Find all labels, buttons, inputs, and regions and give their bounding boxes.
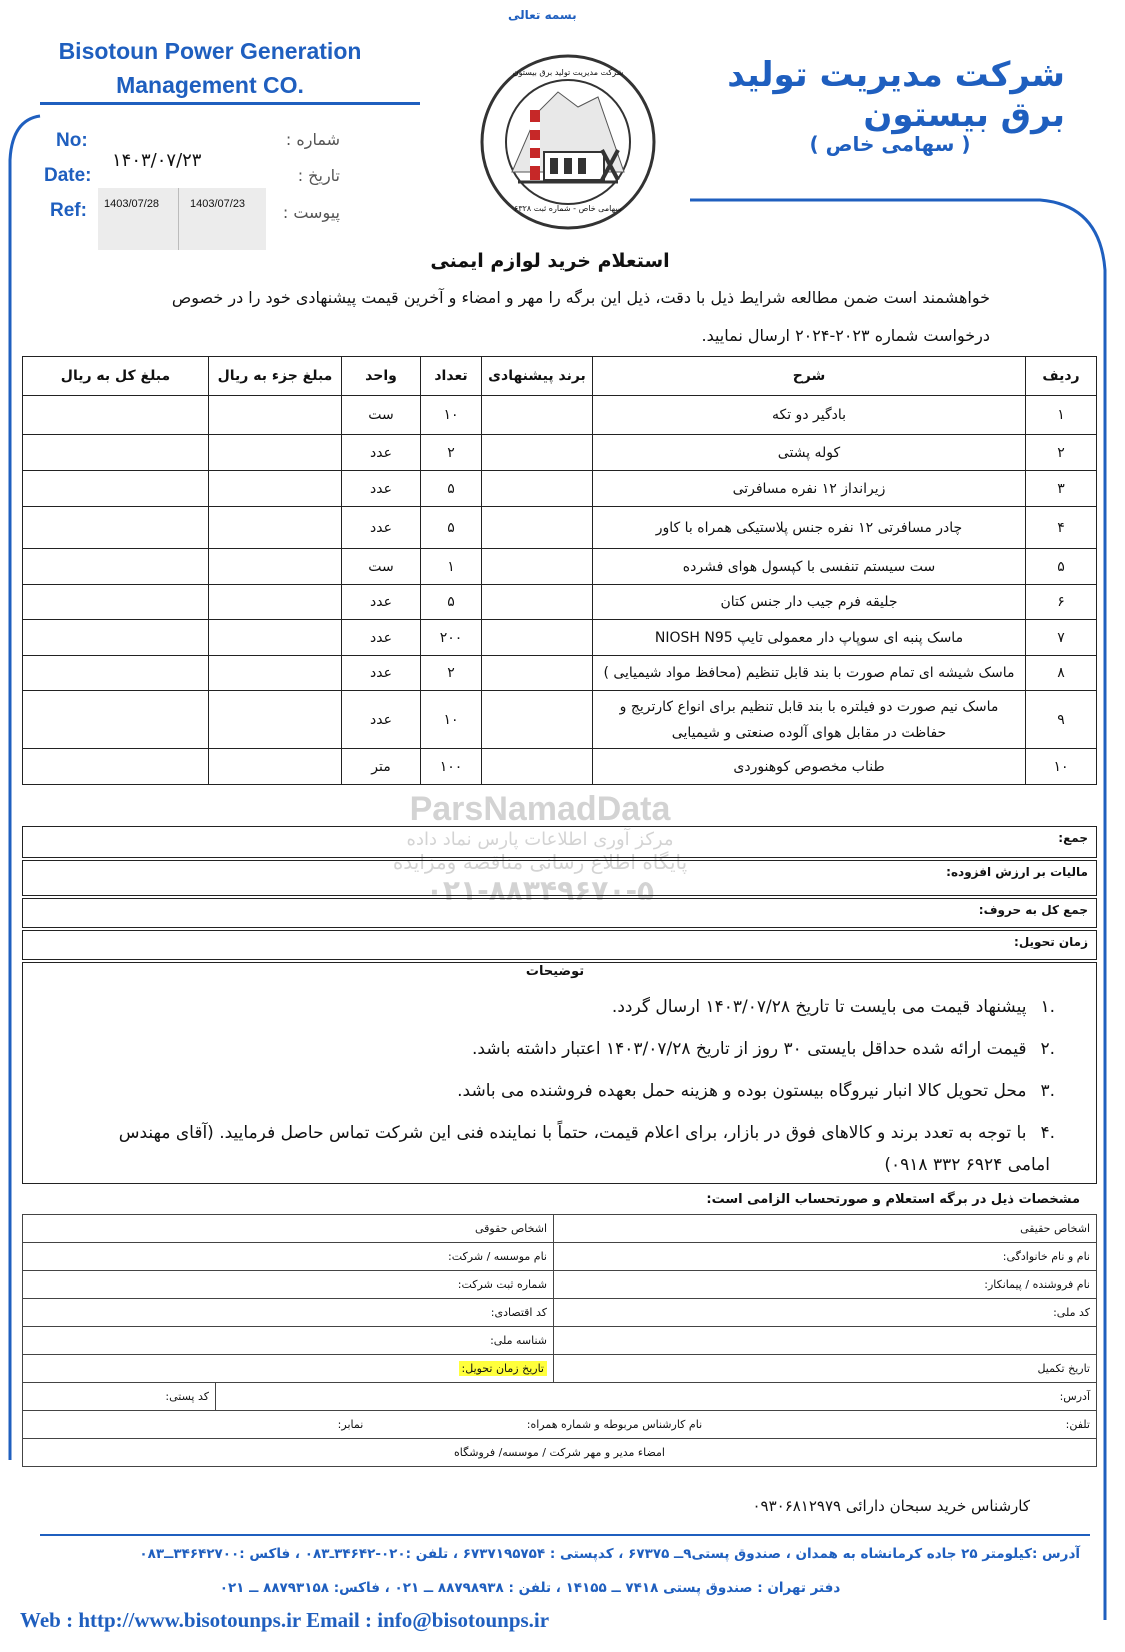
- row-unit-price: [209, 620, 342, 656]
- table-row: [23, 620, 1097, 656]
- company-en-line2: Management CO.: [116, 72, 304, 98]
- row-description: کوله پشتی: [593, 435, 1026, 471]
- row-unit-price: [209, 507, 342, 549]
- row-brand: [482, 656, 593, 691]
- row-unit: عدد: [342, 471, 421, 507]
- table-row: [23, 435, 1097, 471]
- note-text: محل تحویل کالا انبار نیروگاه بیستون بوده و هزینه حمل بعهده فروشنده می باشد.: [457, 1081, 1027, 1101]
- row-total-price: [23, 749, 209, 785]
- row-number: ۴: [1026, 507, 1097, 549]
- note-text: قیمت ارائه شده حداقل بایستی ۳۰ روز از تاریخ ۱۴۰۳/۰۷/۲۸ اعتبار داشته باشد.: [472, 1039, 1027, 1059]
- row-total-price: [23, 620, 209, 656]
- row-unit-price: [209, 749, 342, 785]
- notes-box: [22, 962, 1097, 1184]
- row-total-price: [23, 396, 209, 435]
- row-total-price: [23, 691, 209, 749]
- row-quantity: ۱۰۰: [421, 749, 482, 785]
- note-text: امامی ۶۹۲۴ ۳۳۲ ۰۹۱۸): [884, 1155, 1050, 1175]
- spec-row: [23, 1383, 1097, 1411]
- table-row: [23, 691, 1097, 749]
- spec-row: [23, 1355, 1097, 1383]
- note-item-1: [40, 997, 1055, 1017]
- row-quantity: ۱: [421, 549, 482, 585]
- row-unit-price: [209, 691, 342, 749]
- row-description: ست سیستم تنفسی با کپسول هوای فشرده: [593, 549, 1026, 585]
- watermark-line2: مرکز آوری اطلاعات پارس نماد داده: [406, 829, 674, 850]
- spec-real-persons: اشخاص حقیقی: [554, 1215, 1097, 1243]
- date-label: Date:: [44, 165, 92, 186]
- row-total-price: [23, 585, 209, 620]
- note-text: پیشنهاد قیمت می بایست تا تاریخ ۱۴۰۳/۰۷/۲۸ ارسال گردد.: [611, 997, 1027, 1017]
- footer-tehran-office: دفتر تهران : صندوق پستی ۷۴۱۸ ــ ۱۴۱۵۵ ، تلفن : ۸۸۷۹۸۹۳۸ ــ ۰۲۱ ، فاکس: ۸۸۷۹۳۱۵۸ ــ ۰۲۱: [219, 1580, 841, 1596]
- spec-row: [23, 1411, 1097, 1439]
- row-description: زیرانداز ۱۲ نفره مسافرتی: [593, 471, 1026, 507]
- watermark-line4: ۰۲۱-۸۸۳۴۹۶۷۰-۵: [425, 874, 655, 907]
- row-number: ۳: [1026, 471, 1097, 507]
- note-item-3: [40, 1081, 1055, 1101]
- watermark-line3: پایگاه اطلاع رسانی مناقصه ومزایده: [392, 850, 688, 874]
- row-unit: عدد: [342, 507, 421, 549]
- spec-org-name-field[interactable]: نام موسسه / شرکت:: [23, 1243, 554, 1271]
- row-total-price: [23, 435, 209, 471]
- spec-delivery-date-field[interactable]: تاریخ زمان تحویل:: [459, 1361, 547, 1376]
- row-description: جلیقه فرم جیب دار جنس کتان: [593, 585, 1026, 620]
- company-type: ( سهامی خاص ): [809, 132, 971, 156]
- spec-row: [23, 1243, 1097, 1271]
- spec-name-field[interactable]: نام و نام خانوادگی:: [554, 1243, 1097, 1271]
- stamp-divider: [178, 188, 179, 250]
- row-brand: [482, 620, 593, 656]
- row-unit: عدد: [342, 656, 421, 691]
- row-quantity: ۲: [421, 656, 482, 691]
- row-number: ۵: [1026, 549, 1097, 585]
- intro-line1: خواهشمند است ضمن مطالعه شرایط ذیل با دقت، ذیل این برگه را مهر و امضاء و آخرین قیمت پیشنهادی خود را در خصوص: [171, 288, 990, 307]
- row-unit: عدد: [342, 585, 421, 620]
- table-row: [23, 585, 1097, 620]
- row-unit: ست: [342, 396, 421, 435]
- row-unit: ست: [342, 549, 421, 585]
- spec-phone-field[interactable]: تلفن:: [1065, 1418, 1090, 1431]
- row-unit-price: [209, 585, 342, 620]
- logo-text-bottom: سهامی خاص - شماره ثبت ۶۳۲۸: [514, 204, 622, 213]
- note-text: با توجه به تعدد برند و کالاهای فوق در بازار، برای اعلام قیمت، حتماً با نماینده فنی این شرکت تماس حاصل فرمایید. (آقای مهندس: [118, 1123, 1027, 1143]
- row-brand: [482, 507, 593, 549]
- note-number: .۲: [1040, 1039, 1055, 1059]
- row-unit: متر: [342, 749, 421, 785]
- notes-title: توضیحات: [525, 964, 585, 979]
- row-description: طناب مخصوص کوهنوردی: [593, 749, 1026, 785]
- row-quantity: ۲: [421, 435, 482, 471]
- spec-econ-code-field[interactable]: کد اقتصادی:: [23, 1299, 554, 1327]
- row-unit-price: [209, 471, 342, 507]
- ref-label-fa: پیوست :: [282, 203, 340, 222]
- company-logo: [478, 52, 658, 232]
- basmala: بسمه تعالی: [508, 8, 577, 22]
- header-description: شرح: [593, 357, 1026, 396]
- table-row: [23, 549, 1097, 585]
- table-row: [23, 656, 1097, 691]
- total-in-words-field[interactable]: جمع کل به حروف:: [22, 898, 1097, 928]
- row-unit-price: [209, 549, 342, 585]
- row-unit: عدد: [342, 691, 421, 749]
- items-table-header: [23, 357, 1097, 396]
- no-label: No:: [56, 130, 88, 151]
- company-en-line1: Bisotoun Power Generation: [58, 38, 362, 64]
- note-number: .۳: [1040, 1081, 1055, 1101]
- note-item-4-cont: [40, 1155, 1050, 1175]
- row-brand: [482, 749, 593, 785]
- document-title: استعلام خرید لوازم ایمنی: [430, 250, 670, 272]
- spec-row: [23, 1215, 1097, 1243]
- row-brand: [482, 471, 593, 507]
- row-number: ۶: [1026, 585, 1097, 620]
- row-brand: [482, 585, 593, 620]
- row-unit-price: [209, 656, 342, 691]
- company-name-fa: شرکت مدیریت تولید برق بیستون: [727, 55, 1065, 135]
- row-description: ماسک شیشه ای تمام صورت با بند قابل تنظیم (محافظ مواد شیمیایی ): [593, 656, 1026, 691]
- vat-field[interactable]: مالیات بر ارزش افزوده:: [22, 860, 1097, 896]
- row-number: ۱۰: [1026, 749, 1097, 785]
- row-total-price: [23, 471, 209, 507]
- row-quantity: ۵: [421, 471, 482, 507]
- spec-complete-date-field[interactable]: تاریخ تکمیل: [554, 1355, 1097, 1383]
- watermark-line1: ParsNamadData: [409, 790, 671, 828]
- row-description: بادگیر دو تکه: [593, 396, 1026, 435]
- row-quantity: ۱۰: [421, 396, 482, 435]
- spec-row: [23, 1439, 1097, 1467]
- sum-field[interactable]: جمع:: [22, 826, 1097, 858]
- spec-table: [22, 1214, 1097, 1467]
- spec-delivery-date-cell: [23, 1355, 554, 1383]
- date-label-fa: تاریخ :: [297, 166, 340, 185]
- note-number: .۱: [1040, 997, 1055, 1017]
- header-unit: واحد: [342, 357, 421, 396]
- spec-row: [23, 1299, 1097, 1327]
- spec-fax-field[interactable]: نمابر:: [337, 1418, 364, 1431]
- items-table: [22, 356, 1097, 785]
- header-brand: برند پیشنهادی: [482, 357, 593, 396]
- footer-address: آدرس :کیلومتر ۲۵ جاده کرمانشاه به همدان ، صندوق پستی۹ــ ۶۷۳۷۵ ، کدپستی : ۶۷۳۷۱۹۵۷۵۴ ، تلفن :۰۲۰-۳۴۶۴۲ـ۰۸۳ ، فاکس :۳۴۶۴۲۷۰۰ــ۰۸۳: [139, 1546, 1080, 1562]
- spec-seller-field[interactable]: نام فروشنده / پیمانکار:: [554, 1271, 1097, 1299]
- row-brand: [482, 435, 593, 471]
- row-quantity: ۵: [421, 585, 482, 620]
- ref-label: Ref:: [50, 200, 87, 221]
- header-unit-price: مبلغ جزء به ریال: [209, 357, 342, 396]
- row-description: ماسک پنبه ای سوپاپ دار معمولی تایپ NIOSH N95: [593, 620, 1026, 656]
- table-row: [23, 471, 1097, 507]
- no-label-fa: شماره :: [285, 130, 340, 149]
- row-quantity: ۵: [421, 507, 482, 549]
- table-row: [23, 749, 1097, 785]
- stamp-left: 1403/07/28: [104, 198, 160, 210]
- spec-empty-cell: [554, 1327, 1097, 1355]
- note-number: .۴: [1040, 1123, 1055, 1143]
- purchase-expert: کارشناس خرید سبحان دارائی ۰۹۳۰۶۸۱۲۹۷۹: [752, 1497, 1030, 1515]
- row-quantity: ۱۰: [421, 691, 482, 749]
- footer-rule: [40, 1534, 1090, 1536]
- spec-heading: مشخصات ذیل در برگه استعلام و صورتحساب الزامی است:: [706, 1192, 1080, 1207]
- date-value: ۱۴۰۳/۰۷/۲۳: [112, 150, 202, 171]
- note-item-4: [30, 1123, 1055, 1143]
- spec-row: [23, 1271, 1097, 1299]
- table-row: [23, 507, 1097, 549]
- spec-expert-field[interactable]: نام کارشناس مربوطه و شماره همراه:: [526, 1418, 703, 1431]
- footer-web-email: Web : http://www.bisotounps.ir Email : info@bisotounps.ir: [20, 1608, 550, 1632]
- row-unit-price: [209, 396, 342, 435]
- row-total-price: [23, 549, 209, 585]
- row-quantity: ۲۰۰: [421, 620, 482, 656]
- note-item-2: [40, 1039, 1055, 1059]
- row-brand: [482, 396, 593, 435]
- attachment-stamps: [98, 188, 266, 250]
- table-row: [23, 396, 1097, 435]
- header-quantity: تعداد: [421, 357, 482, 396]
- spec-contact-row: [23, 1411, 1097, 1439]
- row-number: ۷: [1026, 620, 1097, 656]
- row-total-price: [23, 507, 209, 549]
- spec-postal-field[interactable]: کد پستی:: [23, 1383, 216, 1411]
- spec-national-id-field[interactable]: شناسه ملی:: [23, 1327, 554, 1355]
- row-number: ۸: [1026, 656, 1097, 691]
- row-number: ۱: [1026, 396, 1097, 435]
- row-brand: [482, 691, 593, 749]
- header-total-price: مبلغ کل به ریال: [23, 357, 209, 396]
- row-unit: عدد: [342, 620, 421, 656]
- spec-national-code-field[interactable]: کد ملی:: [554, 1299, 1097, 1327]
- spec-row: [23, 1327, 1097, 1355]
- logo-text-top: شرکت مدیریت تولید برق بیستون: [512, 68, 624, 77]
- intro-line2: درخواست شماره ۲۰۲۳-۲۰۲۴ ارسال نمایید.: [701, 326, 990, 345]
- row-unit: عدد: [342, 435, 421, 471]
- row-number: ۹: [1026, 691, 1097, 749]
- row-description: چادر مسافرتی ۱۲ نفره جنس پلاستیکی همراه با کاور: [593, 507, 1026, 549]
- spec-reg-no-field[interactable]: شماره ثبت شرکت:: [23, 1271, 554, 1299]
- delivery-time-field[interactable]: زمان تحویل:: [22, 930, 1097, 960]
- spec-sign-field[interactable]: امضاء مدیر و مهر شرکت / موسسه/ فروشگاه: [23, 1439, 1097, 1467]
- spec-address-field[interactable]: آدرس:: [216, 1383, 1097, 1411]
- spec-legal-persons: اشخاص حقوقی: [23, 1215, 554, 1243]
- row-brand: [482, 549, 593, 585]
- row-unit-price: [209, 435, 342, 471]
- header-row-number: ردیف: [1026, 357, 1097, 396]
- stamp-right: 1403/07/23: [190, 198, 246, 210]
- row-description: ماسک نیم صورت دو فیلتره با بند قابل تنظیم برای انواع کارتریج و حفاظت در مقابل هوای آلوده صنعتی و شیمیایی: [593, 691, 1026, 749]
- row-number: ۲: [1026, 435, 1097, 471]
- row-total-price: [23, 656, 209, 691]
